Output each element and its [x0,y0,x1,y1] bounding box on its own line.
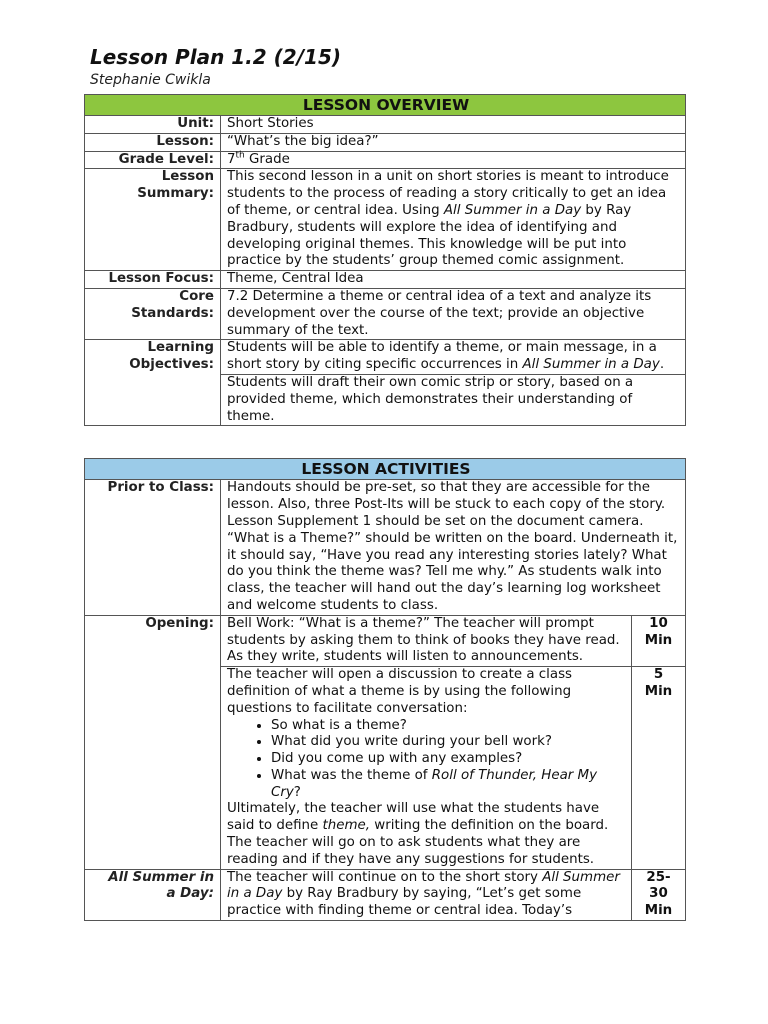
list-item: • So what is a theme? [271,718,627,735]
story-time [631,869,685,920]
summary-story-title: All Summer in a Day [443,202,582,218]
prior-label: Prior to Class: [85,480,221,615]
grade-label: Grade Level: [85,151,221,169]
prior-text: Handouts should be pre-set, so that they are accessible for the lesson. Also, three Post-Its will be stuck to each copy of the story. Lesson Supplement 1 should be set on the document camera. “What is a Theme?” should be written on the board. Underneath it, it should say, “Have you read any interesting stories lately? What do you think the theme was? Tell me why.” As students walk into class, the teacher will hand out the day’s learning log worksheet and welcome students to class. [221,480,686,615]
story-text-start: The teacher will continue on to the short story [227,869,543,885]
focus-label: Lesson Focus: [85,271,221,289]
objective-1 [221,340,686,375]
lesson-activities-table [84,458,686,921]
grade-value [221,151,686,169]
story-row [85,869,686,920]
opening-row [85,615,686,666]
standards-label-line-1: Core [179,288,214,304]
activities-header-row [85,459,686,480]
opening-time-value: 10 [649,615,668,631]
story-time-unit: Min [644,903,673,919]
summary-label [85,169,221,271]
list-item [271,768,627,802]
objectives-row [85,340,686,375]
objective-1-story-title: All Summer in a Day [522,357,660,373]
objective-1-text: Students will be able to identify a theme, or main message, in a short story by citing specific occurrences in [227,340,657,373]
unit-value: Short Stories [221,116,686,134]
list-item: • Did you come up with any examples? [271,751,627,768]
discussion-outro-term: theme, [322,818,371,834]
story-time-end: 30 [649,886,668,902]
objectives-label-line-1: Learning [147,340,214,356]
lesson-row [85,133,686,151]
discussion-outro-start: Ultimately, the teacher will use what the students have said to define [227,801,600,834]
lesson-overview-table [84,94,686,426]
focus-row [85,271,686,289]
grade-row [85,151,686,169]
opening-time [631,615,685,666]
unit-row [85,116,686,134]
summary-text-start: This second lesson in a unit on short stories is meant to introduce students to the process of reading a story critically to get an idea of theme, or central idea. Using [227,169,669,218]
grade-word: Grade [244,151,290,167]
question-4-book-title: Roll of Thunder, Hear My Cry [271,767,598,800]
prior-row [85,480,686,615]
story-title: All Summer in a Day [227,869,620,902]
discussion-intro: The teacher will open a discussion to create a class definition of what a theme is by using the following questions to facilitate conversation: [227,667,573,716]
story-text [221,869,632,920]
grade-suffix: th [235,150,245,161]
question-4-end: ? [293,784,301,800]
overview-heading: LESSON OVERVIEW [85,95,686,116]
story-time-start: 25- [646,869,671,885]
standards-value: 7.2 Determine a theme or central idea of a text and analyze its development over the course of the text; provide an objective summary of the text. [221,288,686,339]
question-4-text: What was the theme of [271,767,432,783]
discussion-time-value: 5 [653,667,664,683]
grade-number: 7 [227,151,236,167]
discussion-outro-end: writing the definition on the board. The teacher will go on to ask students what they are reading and if they have any suggestions for students. [227,818,609,867]
unit-label: Unit: [85,116,221,134]
objectives-label-line-2: Objectives: [129,357,214,373]
opening-text: Bell Work: “What is a theme?” The teacher will prompt students by asking them to think of books they have read. As they write, students will listen to announcements. [221,615,632,666]
summary-row [85,169,686,271]
opening-time-unit: Min [644,632,673,648]
standards-label-line-2: Standards: [131,305,214,321]
opening-label: Opening: [85,615,221,869]
author-name: Stephanie Cwikla [90,72,211,88]
discussion-questions [227,718,627,802]
summary-label-line-2: Summary: [137,186,214,202]
story-text-end: by Ray Bradbury by saying, “Let’s get some practice with finding theme or central idea. Today’s [227,886,582,919]
story-label-line-2: a Day: [166,886,214,902]
discussion-time [631,667,685,870]
objectives-label [85,340,221,426]
overview-header-row [85,95,686,116]
summary-text-end: by Ray Bradbury, students will explore the idea of identifying and developing original themes. This knowledge will be put into practice by the students’ group themed comic assignment. [227,202,632,269]
summary-value [221,169,686,271]
story-label [85,869,221,920]
lesson-plan-page [84,40,686,921]
story-label-line-1: All Summer in [108,869,214,885]
objective-1-end: . [659,357,665,373]
discussion-text [221,667,632,870]
lesson-value: “What’s the big idea?” [221,133,686,151]
discussion-time-unit: Min [644,683,673,699]
list-item: • What did you write during your bell work? [271,734,627,751]
standards-label [85,288,221,339]
page-title: Lesson Plan 1.2 (2/15) [90,45,341,69]
objective-2: Students will draft their own comic strip or story, based on a provided theme, which demonstrates their understanding of theme. [221,374,686,425]
summary-label-line-1: Lesson [161,169,214,185]
activities-heading: LESSON ACTIVITIES [85,459,686,480]
focus-value: Theme, Central Idea [221,271,686,289]
standards-row [85,288,686,339]
lesson-label: Lesson: [85,133,221,151]
